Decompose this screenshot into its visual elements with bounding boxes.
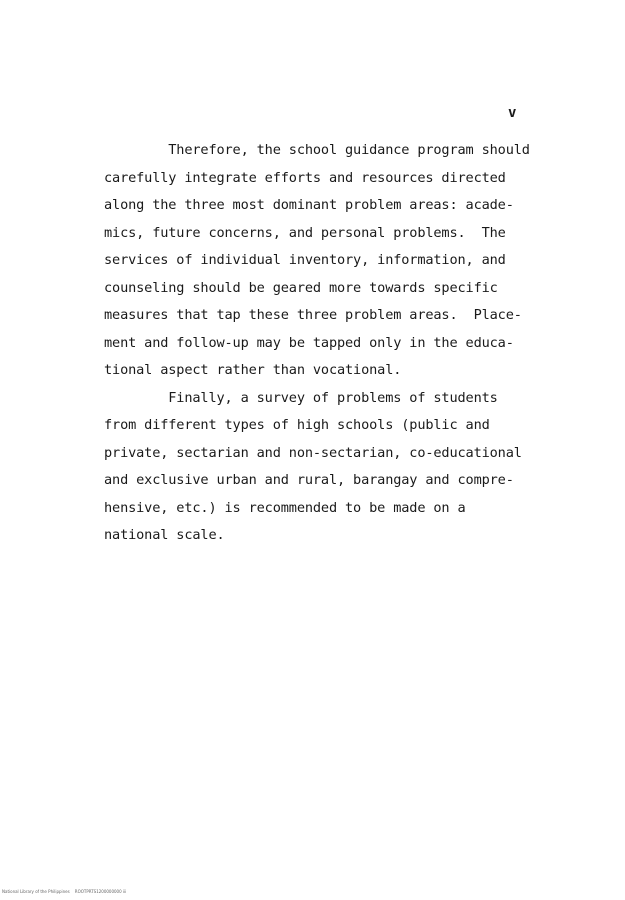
text-line: Finally, a survey of problems of students [104, 389, 498, 406]
library-footer: National Library of the Philippines ROOTPRTS1200000000 iii [2, 889, 127, 894]
text-line: along the three most dominant problem areas: acade- [104, 197, 514, 213]
text-line: national scale. [104, 527, 225, 543]
text-line: measures that tap these three problem areas. Place- [104, 307, 522, 323]
text-line: mics, future concerns, and personal problems. The [104, 224, 506, 241]
text-line: from different types of high schools (public and [104, 417, 490, 433]
body-text [104, 137, 574, 550]
text-line: hensive, etc.) is recommended to be made on a [104, 499, 466, 516]
page-number: v [508, 105, 517, 121]
text-line: ment and follow-up may be tapped only in the educa- [104, 334, 514, 351]
text-line: Therefore, the school guidance program should [104, 142, 530, 158]
text-line: carefully integrate efforts and resources directed [104, 169, 506, 186]
text-line: counseling should be geared more towards specific [104, 279, 498, 296]
text-line: and exclusive urban and rural, barangay and compre- [104, 472, 514, 488]
text-line: tional aspect rather than vocational. [104, 362, 402, 378]
text-line: services of individual inventory, information, and [104, 252, 506, 268]
text-line: private, sectarian and non-sectarian, co-educational [104, 444, 522, 461]
